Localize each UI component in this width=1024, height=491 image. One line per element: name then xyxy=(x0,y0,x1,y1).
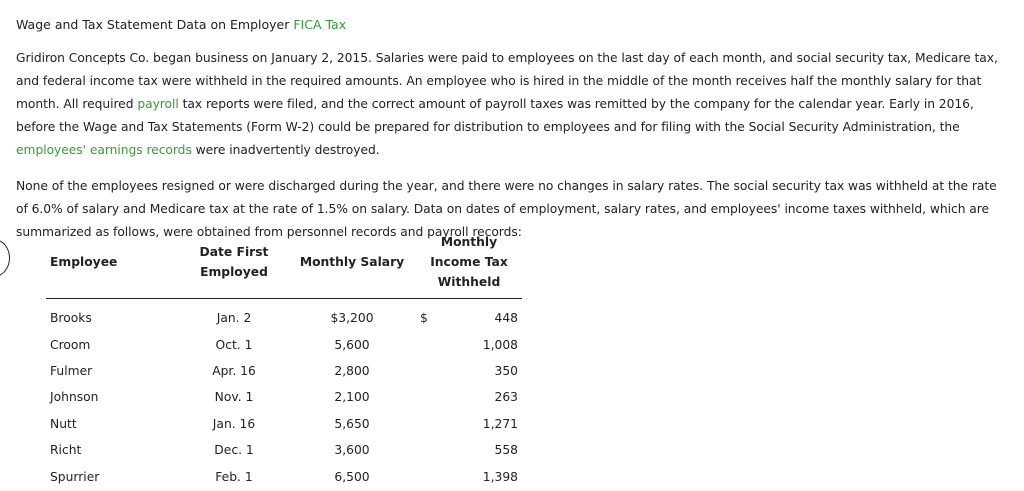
employee-data-table xyxy=(46,228,522,490)
table-row xyxy=(46,411,522,437)
employee-name-cell: Croom xyxy=(50,337,91,352)
title-text: Wage and Tax Statement Data on Employer xyxy=(16,17,294,32)
header-date-line2: Employed xyxy=(200,265,268,279)
employee-name-cell: Richt xyxy=(50,443,82,458)
employee-name-cell: Fulmer xyxy=(50,363,93,378)
header-tax-line3: Withheld xyxy=(437,275,501,289)
date-employed-cell: Feb. 1 xyxy=(215,469,253,484)
date-employed-cell: Nov. 1 xyxy=(214,390,254,405)
intro-text-3: were inadvertently destroyed. xyxy=(191,143,380,157)
income-tax-value: 350 xyxy=(494,363,518,378)
income-tax-cell xyxy=(416,411,522,437)
income-tax-cell xyxy=(416,299,522,332)
date-employed-cell: Jan. 16 xyxy=(212,416,256,431)
header-monthly-salary: Monthly Salary xyxy=(299,255,405,269)
monthly-salary-cell: 3,600 xyxy=(334,443,370,458)
employee-name-cell: Brooks xyxy=(50,311,92,326)
employee-name-cell: Johnson xyxy=(50,390,99,405)
header-income-tax xyxy=(416,228,522,299)
income-tax-cell xyxy=(416,437,522,463)
employee-name-cell: Nutt xyxy=(50,416,77,431)
income-tax-cell xyxy=(416,331,522,357)
table-header-row xyxy=(46,228,522,299)
date-employed-cell: Jan. 2 xyxy=(216,311,252,326)
intro-text-2: tax reports were filed, and the correct amount of payroll taxes was remitted by the company for the calendar year. Early in 2016, before the Wage and Tax Statements (Form W-2) could be prepared for distribution to employees and for filing with the Social Security Administration, the xyxy=(16,97,974,134)
side-bracket-mark xyxy=(0,239,10,277)
header-date-line1: Date First xyxy=(199,245,269,259)
table-row xyxy=(46,331,522,357)
problem-title xyxy=(16,16,1012,34)
date-employed-cell: Apr. 16 xyxy=(212,363,256,378)
header-employee: Employee xyxy=(50,255,118,269)
income-tax-value: 1,398 xyxy=(482,469,518,484)
currency-symbol: $ xyxy=(420,311,428,326)
monthly-salary-cell: 5,600 xyxy=(334,337,370,352)
fica-tax-link[interactable]: FICA Tax xyxy=(293,17,347,32)
income-tax-cell xyxy=(416,463,522,489)
income-tax-value: 1,271 xyxy=(482,416,518,431)
income-tax-cell xyxy=(416,358,522,384)
earnings-records-link[interactable]: employees' earnings records xyxy=(16,143,192,157)
income-tax-cell xyxy=(416,384,522,410)
table-row xyxy=(46,463,522,489)
monthly-salary-cell: $3,200 xyxy=(330,311,374,326)
details-paragraph: None of the employees resigned or were discharged during the year, and there were no changes in salary rates. The social security tax was withheld at the rate of 6.0% of salary and Medicare tax at the rate of 1.5% on salary. Data on dates of employment, salary rates, and employees' income taxes withheld, which are summarized as follows, were obtained from personnel records and payroll records: xyxy=(16,179,997,239)
table-row xyxy=(46,299,522,332)
income-tax-value: 263 xyxy=(494,390,518,405)
income-tax-value: 448 xyxy=(494,311,518,326)
income-tax-value: 1,008 xyxy=(482,337,518,352)
date-employed-cell: Oct. 1 xyxy=(215,337,253,352)
intro-paragraph xyxy=(16,47,1012,162)
header-date-employed xyxy=(180,228,288,299)
date-employed-cell: Dec. 1 xyxy=(214,443,254,458)
monthly-salary-cell: 6,500 xyxy=(334,469,370,484)
intro-text-1: Gridiron Concepts Co. began business on January 2, 2015. Salaries were paid to employees on the last day of each month, and social security tax, Medicare tax, and federal income tax were withheld in the required amounts. An employee who is hired in the middle of the month receives half the monthly salary for that month. All required xyxy=(16,51,998,111)
header-tax-line1: Monthly xyxy=(440,235,498,249)
income-tax-value: 558 xyxy=(494,443,518,458)
problem-content xyxy=(16,16,1012,244)
payroll-link[interactable]: payroll xyxy=(137,97,179,111)
monthly-salary-cell: 2,800 xyxy=(334,363,370,378)
header-tax-line2: Income Tax xyxy=(430,255,508,269)
monthly-salary-cell: 5,650 xyxy=(334,416,370,431)
table-row xyxy=(46,358,522,384)
table-row xyxy=(46,437,522,463)
table-row xyxy=(46,384,522,410)
monthly-salary-cell: 2,100 xyxy=(334,390,370,405)
employee-name-cell: Spurrier xyxy=(50,469,100,484)
table-body xyxy=(46,299,522,490)
